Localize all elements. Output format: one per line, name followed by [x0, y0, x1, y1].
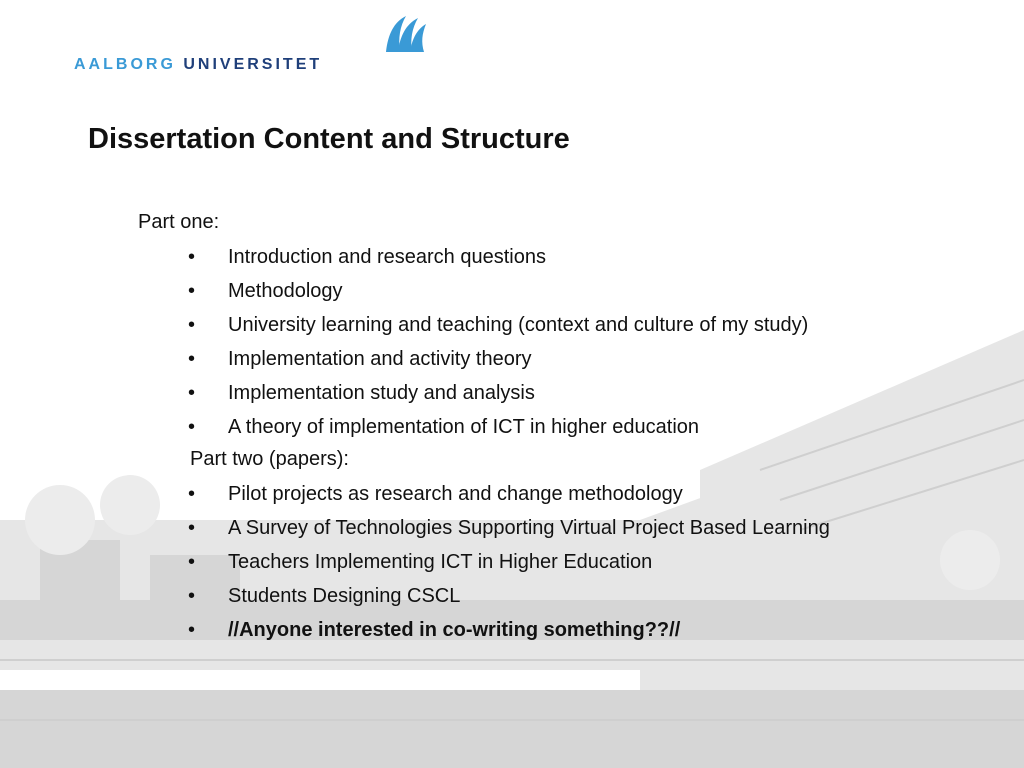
list-item-text: Introduction and research questions — [228, 246, 546, 268]
bullet: • — [188, 619, 196, 641]
list-item-text: Implementation and activity theory — [228, 348, 532, 370]
list-item-text: Students Designing CSCL — [228, 585, 461, 607]
logo-wordmark — [74, 56, 322, 74]
university-logo — [74, 14, 384, 74]
bullet: • — [188, 246, 196, 268]
list-item-text: Teachers Implementing ICT in Higher Education — [228, 551, 653, 573]
part-one-heading: Part one: — [138, 211, 220, 233]
bullet: • — [188, 382, 196, 404]
slide-title: Dissertation Content and Structure — [88, 123, 570, 155]
logo-word-universitet: UNIVERSITET — [183, 56, 323, 73]
bullet: • — [188, 483, 196, 505]
logo-word-aalborg: AALBORG — [74, 56, 176, 73]
bullet: • — [188, 280, 196, 302]
list-item-text: Methodology — [228, 280, 343, 302]
bullet: • — [188, 416, 196, 438]
bullet: • — [188, 585, 196, 607]
list-item-text: A theory of implementation of ICT in higher education — [228, 416, 700, 438]
list-item-text: University learning and teaching (context and culture of my study) — [228, 314, 809, 336]
list-item-text: //Anyone interested in co-writing something??// — [228, 619, 681, 641]
logo-wave-icon — [378, 14, 428, 54]
bullet: • — [188, 551, 196, 573]
bullet: • — [188, 348, 196, 370]
list-item-text: Implementation study and analysis — [228, 382, 535, 404]
list-item-text: A Survey of Technologies Supporting Virtual Project Based Learning — [228, 517, 830, 539]
bullet: • — [188, 314, 196, 336]
bullet: • — [188, 517, 196, 539]
list-item-text: Pilot projects as research and change methodology — [228, 483, 683, 505]
part-two-heading: Part two (papers): — [190, 448, 349, 470]
